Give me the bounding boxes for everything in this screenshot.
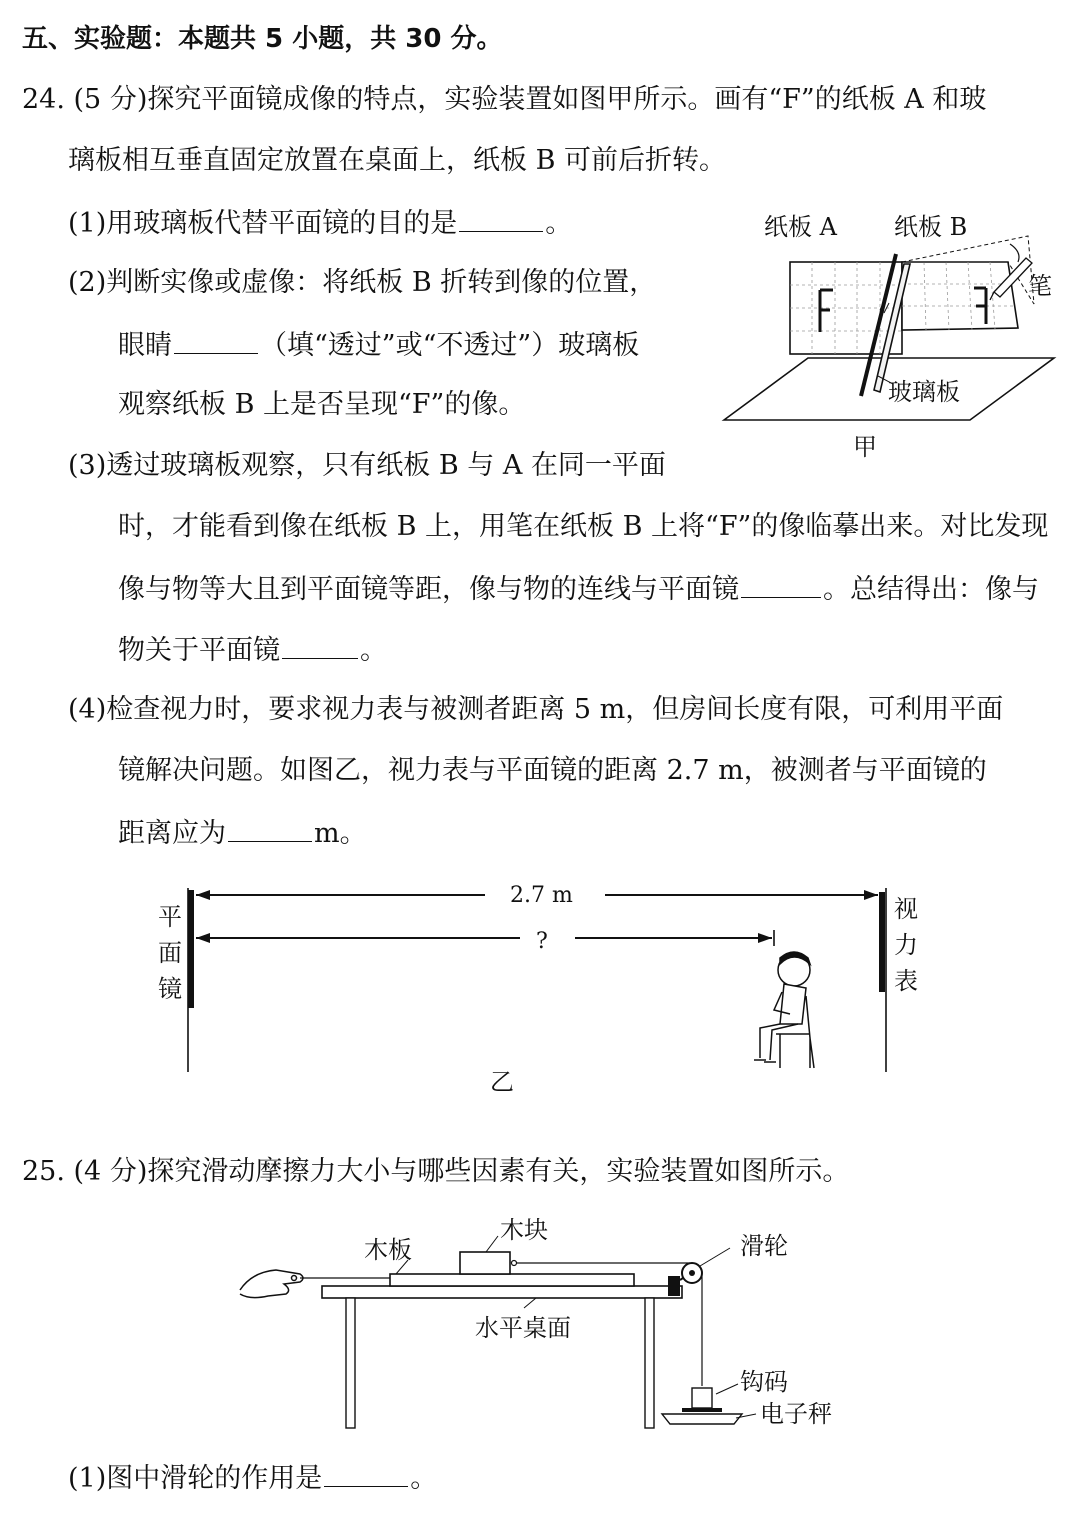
q24-part2-line-3: 观察纸板 B 上是否呈现“F”的像。 (118, 389, 526, 420)
label-board-b: 纸板 B (894, 213, 968, 241)
hook-weight (692, 1388, 712, 1408)
table-leg-right (645, 1298, 654, 1428)
label-scale: 电子秤 (760, 1400, 832, 1428)
q25-part1-end: 。 (410, 1463, 438, 1494)
q24-part1-text: (1)用玻璃板代替平面镜的目的是 (68, 208, 458, 239)
q24-part4-unit: m。 (314, 818, 367, 849)
table-top (322, 1286, 682, 1298)
q24-part3-line-2: 时，才能看到像在纸板 B 上，用笔在纸板 B 上将“F”的像临摹出来。对比发现 (118, 511, 1049, 542)
q25-part1 (68, 1460, 437, 1496)
q24-part3-line-4 (118, 632, 387, 668)
q24-part1 (68, 205, 572, 241)
eye-chart (879, 892, 885, 992)
label-glass: 玻璃板 (888, 378, 960, 406)
chart-label-3: 表 (894, 967, 918, 995)
q24-part4-text-a: 距离应为 (118, 818, 226, 849)
figure-jia (718, 200, 1068, 470)
q24-part1-blank[interactable] (459, 205, 543, 232)
chart-label-2: 力 (894, 931, 918, 959)
q25-part1-blank[interactable] (324, 1460, 408, 1487)
label-pen: 笔 (1028, 272, 1052, 300)
q24-part2-text-a: 眼睛 (118, 330, 172, 361)
label-table: 水平桌面 (475, 1314, 571, 1342)
mirror-label-2: 面 (158, 939, 182, 967)
chart-label-1: 视 (894, 895, 918, 923)
label-weight: 钩码 (740, 1368, 788, 1396)
electronic-scale (682, 1408, 722, 1412)
q24-part3-text-b: 。总结得出：像与 (823, 574, 1039, 605)
mirror-label-1: 平 (158, 903, 182, 931)
label-block: 木块 (500, 1218, 548, 1244)
figure-yi (150, 878, 940, 1098)
q24-intro-line-2: 璃板相互垂直固定放置在桌面上，纸板 B 可前后折转。 (68, 145, 727, 176)
figure-friction (230, 1218, 870, 1438)
q24-part2-line-1: (2)判断实像或虚像：将纸板 B 折转到像的位置， (68, 267, 657, 298)
wooden-board (390, 1274, 634, 1286)
q24-part2-blank[interactable] (174, 327, 258, 354)
label-board: 木板 (364, 1236, 412, 1264)
q24-part4-line-3 (118, 815, 367, 851)
q25-part1-text: (1)图中滑轮的作用是 (68, 1463, 323, 1494)
q24-intro-line-1: 24. (5 分)探究平面镜成像的特点，实验装置如图甲所示。画有“F”的纸板 A 和玻 (22, 84, 987, 115)
q24-part3-text-c: 物关于平面镜 (118, 635, 280, 666)
table-leg-left (346, 1298, 355, 1428)
q24-part4-line-1: (4)检查视力时，要求视力表与被测者距离 5 m，但房间长度有限，可利用平面 (68, 694, 1004, 725)
q24-part3-blank-2[interactable] (282, 632, 358, 659)
label-board-a: 纸板 A (764, 213, 837, 241)
q24-part4-line-2: 镜解决问题。如图乙，视力表与平面镜的距离 2.7 m，被测者与平面镜的 (118, 755, 987, 786)
q25-intro: 25. (4 分)探究滑动摩擦力大小与哪些因素有关，实验装置如图所示。 (22, 1156, 850, 1187)
mirror (188, 890, 194, 1008)
q24-part3-blank-1[interactable] (741, 571, 821, 598)
q24-part3-line-1: (3)透过玻璃板观察，只有纸板 B 与 A 在同一平面 (68, 450, 666, 481)
q24-part4-blank[interactable] (228, 815, 312, 842)
q24-part3-text-a: 像与物等大且到平面镜等距，像与物的连线与平面镜 (118, 574, 739, 605)
q24-part3-line-3 (118, 571, 1039, 607)
caption-yi: 乙 (490, 1068, 514, 1096)
seated-person-icon (754, 952, 814, 1068)
q24-part2-line-2 (118, 327, 639, 363)
q24-part1-end: 。 (545, 208, 573, 239)
section-header: 五、实验题：本题共 5 小题，共 30 分。 (22, 24, 503, 54)
unknown-label: ? (536, 929, 548, 954)
q24-part2-text-b: （填“透过”或“不透过”）玻璃板 (260, 330, 640, 361)
caption-jia: 甲 (853, 433, 877, 461)
mirror-label-3: 镜 (158, 975, 182, 1003)
q24-part3-text-d: 。 (360, 635, 387, 666)
distance-label: 2.7 m (510, 883, 573, 908)
wooden-block (460, 1252, 510, 1274)
hand-icon (240, 1270, 303, 1298)
label-pulley: 滑轮 (740, 1232, 788, 1260)
